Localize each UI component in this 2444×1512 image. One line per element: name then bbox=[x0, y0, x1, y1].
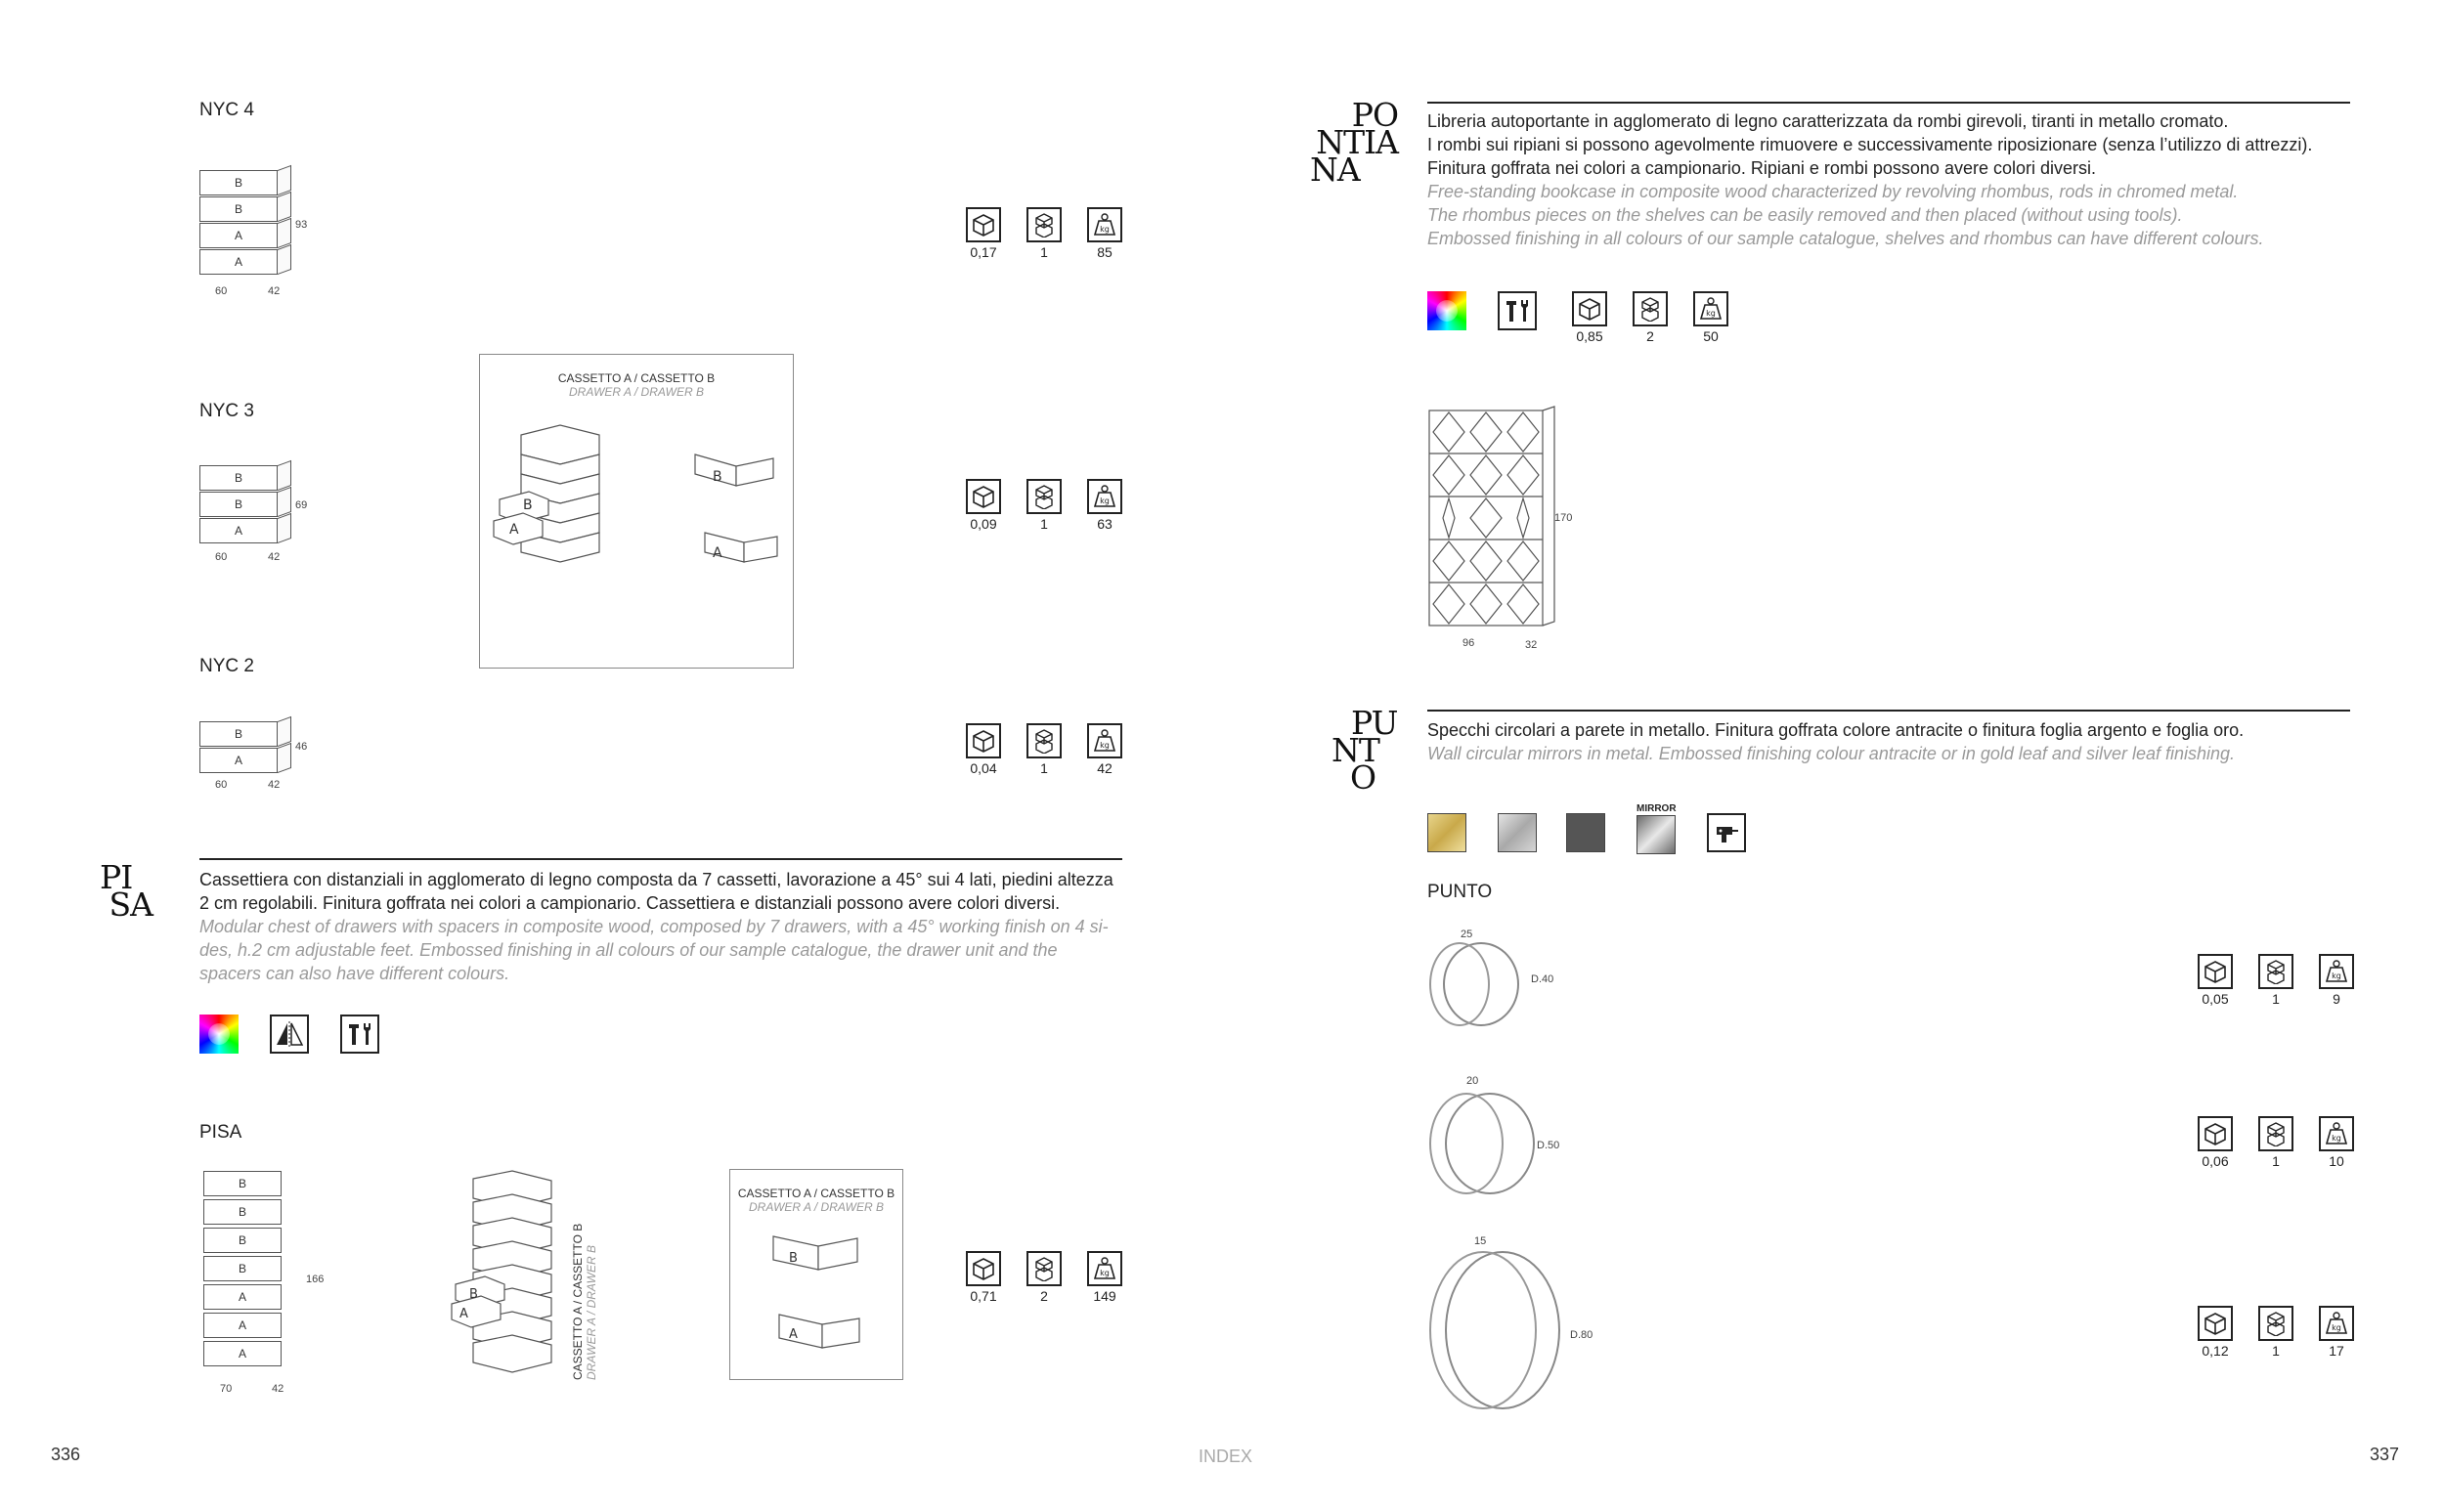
punto-mirror-80-edge bbox=[1429, 1251, 1537, 1409]
mirror-symmetry-icon bbox=[270, 1015, 309, 1054]
punto-3-specs bbox=[2196, 1306, 2356, 1359]
cube-icon bbox=[971, 728, 996, 754]
kg-weight-icon bbox=[1092, 484, 1117, 509]
drawer: B bbox=[199, 196, 278, 222]
punto-1-specs bbox=[2196, 954, 2356, 1007]
nyc4-depth: 42 bbox=[268, 285, 281, 297]
packages-value: 1 bbox=[1040, 516, 1048, 532]
cube-icon bbox=[1577, 296, 1602, 322]
kg-weight-icon bbox=[1092, 728, 1117, 754]
svg-text:kg: kg bbox=[1100, 497, 1110, 505]
nyc2-specs bbox=[964, 723, 1124, 776]
nyc4-drawing bbox=[199, 170, 317, 297]
pontiana-depth: 32 bbox=[1525, 639, 1538, 651]
packages-value: 2 bbox=[1040, 1288, 1048, 1304]
nyc2-title: NYC 2 bbox=[199, 656, 254, 676]
svg-text:kg: kg bbox=[1706, 309, 1716, 318]
silver-leaf-swatch bbox=[1498, 813, 1537, 852]
pisa-rule bbox=[199, 858, 1122, 860]
volume-value: 0,71 bbox=[970, 1288, 997, 1304]
kg-weight-icon bbox=[1698, 296, 1724, 322]
pontiana-description-it: Libreria autoportante in agglomerato di legno caratterizzata da rombi girevoli, tiranti in metallo cromato. I rombi sui ripiani si possono agevolmente rimuovere e successivamente riposizionare (senza l’utilizzo di attrezzi). Finitura goffrata nei colori a campionario. Ripiani e rombi possono avere colori diversi. Free-standing bookcase in composite wood characterized by revolving rhombus, rods in chromed metal. The rhombus pieces on the shelves can be easily removed and then placed (without using tools). Embossed finishing in all colours of our sample catalogue, shelves and rhombus can have different colours. bbox=[1427, 111, 2313, 248]
nyc3-height: 69 bbox=[295, 499, 308, 511]
svg-text:kg: kg bbox=[2332, 972, 2341, 980]
kg-weight-icon bbox=[2324, 959, 2349, 984]
cube-icon bbox=[2203, 1311, 2228, 1336]
drawer: A bbox=[203, 1313, 282, 1338]
color-wheel-icon bbox=[1427, 291, 1466, 330]
svg-text:B: B bbox=[789, 1251, 798, 1266]
pisa-depth: 42 bbox=[272, 1383, 284, 1395]
nyc4-specs bbox=[964, 207, 1124, 260]
stacked-boxes-icon bbox=[2263, 1121, 2289, 1146]
packages-value: 1 bbox=[2272, 1153, 2280, 1169]
gold-leaf-swatch bbox=[1427, 813, 1466, 852]
svg-text:kg: kg bbox=[1100, 1269, 1110, 1277]
weight-value: 50 bbox=[1703, 328, 1719, 344]
volume-value: 0,04 bbox=[970, 760, 997, 776]
kg-weight-icon bbox=[1092, 1256, 1117, 1281]
volume-value: 0,06 bbox=[2202, 1153, 2229, 1169]
punto-1-diameter: D.40 bbox=[1531, 973, 1554, 985]
pisa-exploded-drawing bbox=[450, 1169, 557, 1384]
page-number-left: 336 bbox=[51, 1445, 81, 1464]
pisa-drawer-box bbox=[729, 1169, 903, 1380]
nyc3-width: 60 bbox=[215, 551, 228, 563]
punto-2-diameter: D.50 bbox=[1537, 1140, 1560, 1151]
volume-value: 0,05 bbox=[2202, 991, 2229, 1007]
punto-3-depth: 15 bbox=[1474, 1235, 1487, 1247]
kg-weight-icon bbox=[2324, 1311, 2349, 1336]
drawer: B bbox=[203, 1256, 282, 1281]
tools-icon bbox=[1498, 291, 1537, 330]
weight-value: 9 bbox=[2333, 991, 2340, 1007]
drawer-detail-box bbox=[479, 354, 794, 669]
svg-text:kg: kg bbox=[1100, 741, 1110, 750]
anthracite-swatch bbox=[1566, 813, 1605, 852]
pisa-title: PISA bbox=[199, 1122, 242, 1143]
nyc2-width: 60 bbox=[215, 779, 228, 791]
punto-description-it: Specchi circolari a parete in metallo. Finitura goffrata colore antracite o finitura foglia argento e foglia oro. bbox=[1427, 720, 2245, 740]
drawer: B bbox=[203, 1228, 282, 1253]
pontiana-bookcase-drawing bbox=[1425, 405, 1562, 639]
punto-mirror-40-edge bbox=[1429, 942, 1490, 1026]
svg-text:A: A bbox=[509, 522, 519, 538]
index-link[interactable]: INDEX bbox=[1199, 1447, 1253, 1466]
mirror-label: MIRROR bbox=[1637, 803, 1677, 814]
cube-icon bbox=[2203, 1121, 2228, 1146]
cube-icon bbox=[971, 484, 996, 509]
nyc2-depth: 42 bbox=[268, 779, 281, 791]
weight-value: 17 bbox=[2329, 1343, 2344, 1359]
drawer-illustration bbox=[480, 394, 793, 648]
stacked-boxes-icon bbox=[1031, 212, 1057, 238]
stacked-boxes-icon bbox=[2263, 1311, 2289, 1336]
punto-mirror-50-edge bbox=[1429, 1093, 1504, 1194]
drawer: A bbox=[199, 518, 278, 543]
packages-value: 1 bbox=[1040, 244, 1048, 260]
cube-icon bbox=[971, 212, 996, 238]
svg-text:A: A bbox=[713, 545, 722, 561]
drawer: A bbox=[199, 223, 278, 248]
packages-value: 1 bbox=[2272, 1343, 2280, 1359]
kg-weight-icon bbox=[1092, 212, 1117, 238]
svg-text:kg: kg bbox=[1100, 225, 1110, 234]
weight-value: 63 bbox=[1097, 516, 1113, 532]
mirror-swatch bbox=[1637, 815, 1676, 854]
pontiana-logo: PO NTIA NA bbox=[1310, 96, 1398, 189]
drawer: B bbox=[203, 1171, 282, 1196]
svg-text:B: B bbox=[713, 469, 722, 485]
drawer: A bbox=[199, 748, 278, 773]
pisa-description-en: Modular chest of drawers with spacers in composite wood, composed by 7 drawers, with a 45° working finish on 4 sides, h.2 cm adjustable feet. Embossed finishing in all colours of our sample catalogue, the drawer unit and the spacers can also have different colours. bbox=[199, 917, 1109, 983]
nyc2-height: 46 bbox=[295, 741, 308, 753]
punto-description-en: Wall circular mirrors in metal. Embossed finishing colour antracite or in gold leaf and silver leaf finishing. bbox=[1427, 744, 2236, 763]
stacked-boxes-icon bbox=[2263, 959, 2289, 984]
packages-value: 1 bbox=[1040, 760, 1048, 776]
weight-value: 42 bbox=[1097, 760, 1113, 776]
punto-3-diameter: D.80 bbox=[1570, 1329, 1593, 1341]
cube-icon bbox=[2203, 959, 2228, 984]
cube-icon bbox=[971, 1256, 996, 1281]
page-number-right: 337 bbox=[2370, 1445, 2400, 1464]
svg-text:A: A bbox=[789, 1327, 798, 1342]
pisa-drawing bbox=[203, 1171, 321, 1381]
punto-title: PUNTO bbox=[1427, 882, 1493, 902]
pisa-logo: PI SA bbox=[100, 858, 153, 924]
pisa-description-it: Cassettiera con distanziali in agglomerato di legno composta da 7 cassetti, lavorazione a 45° sui 4 lati, piedini altezza 2 cm regolabili. Finitura goffrata nei colori a campionario. Cassettiera e distanziali possono avere colori diversi. bbox=[199, 870, 1113, 913]
pisa-box-caption-it: CASSETTO A / CASSETTO B bbox=[737, 1187, 895, 1200]
drawer: B bbox=[199, 170, 278, 195]
stacked-boxes-icon bbox=[1031, 728, 1057, 754]
pontiana-width: 96 bbox=[1462, 637, 1475, 649]
nyc3-title: NYC 3 bbox=[199, 401, 254, 421]
weight-value: 10 bbox=[2329, 1153, 2344, 1169]
pontiana-specs bbox=[1570, 291, 1730, 344]
nyc3-specs bbox=[964, 479, 1124, 532]
pisa-width: 70 bbox=[220, 1383, 233, 1395]
nyc3-depth: 42 bbox=[268, 551, 281, 563]
svg-text:A: A bbox=[459, 1307, 468, 1321]
nyc4-width: 60 bbox=[215, 285, 228, 297]
pisa-side-caption: CASSETTO A / CASSETTO B DRAWER A / DRAWER B bbox=[571, 1223, 598, 1380]
punto-2-specs bbox=[2196, 1116, 2356, 1169]
drawer-caption-en: DRAWER A / DRAWER B bbox=[568, 385, 705, 399]
drawer: B bbox=[203, 1199, 282, 1225]
svg-text:B: B bbox=[469, 1287, 478, 1302]
pontiana-rule bbox=[1427, 102, 2350, 104]
punto-rule bbox=[1427, 710, 2350, 712]
volume-value: 0,17 bbox=[970, 244, 997, 260]
pisa-box-caption-en: DRAWER A / DRAWER B bbox=[748, 1200, 885, 1214]
weight-value: 85 bbox=[1097, 244, 1113, 260]
drawer: B bbox=[199, 465, 278, 491]
tools-icon bbox=[340, 1015, 379, 1054]
drill-icon bbox=[1707, 813, 1746, 852]
stacked-boxes-icon bbox=[1637, 296, 1663, 322]
pisa-height: 166 bbox=[306, 1274, 325, 1285]
nyc4-height: 93 bbox=[295, 219, 308, 231]
drawer: A bbox=[203, 1341, 282, 1366]
packages-value: 1 bbox=[2272, 991, 2280, 1007]
punto-2-depth: 20 bbox=[1466, 1075, 1479, 1087]
packages-value: 2 bbox=[1646, 328, 1654, 344]
weight-value: 149 bbox=[1093, 1288, 1116, 1304]
svg-text:kg: kg bbox=[2332, 1323, 2341, 1332]
kg-weight-icon bbox=[2324, 1121, 2349, 1146]
drawer-caption-it: CASSETTO A / CASSETTO B bbox=[557, 371, 716, 385]
drawer: B bbox=[199, 492, 278, 517]
drawer: A bbox=[203, 1284, 282, 1310]
volume-value: 0,09 bbox=[970, 516, 997, 532]
stacked-boxes-icon bbox=[1031, 1256, 1057, 1281]
nyc4-title: NYC 4 bbox=[199, 100, 254, 120]
volume-value: 0,85 bbox=[1576, 328, 1603, 344]
svg-text:kg: kg bbox=[2332, 1134, 2341, 1143]
punto-1-depth: 25 bbox=[1461, 929, 1473, 940]
pontiana-height: 170 bbox=[1554, 512, 1573, 524]
drawer: A bbox=[199, 249, 278, 275]
volume-value: 0,12 bbox=[2202, 1343, 2229, 1359]
stacked-boxes-icon bbox=[1031, 484, 1057, 509]
svg-text:B: B bbox=[523, 497, 533, 513]
pisa-specs bbox=[964, 1251, 1124, 1304]
drawer: B bbox=[199, 721, 278, 747]
color-wheel-icon bbox=[199, 1015, 239, 1054]
punto-logo: PU NT O bbox=[1331, 704, 1398, 797]
